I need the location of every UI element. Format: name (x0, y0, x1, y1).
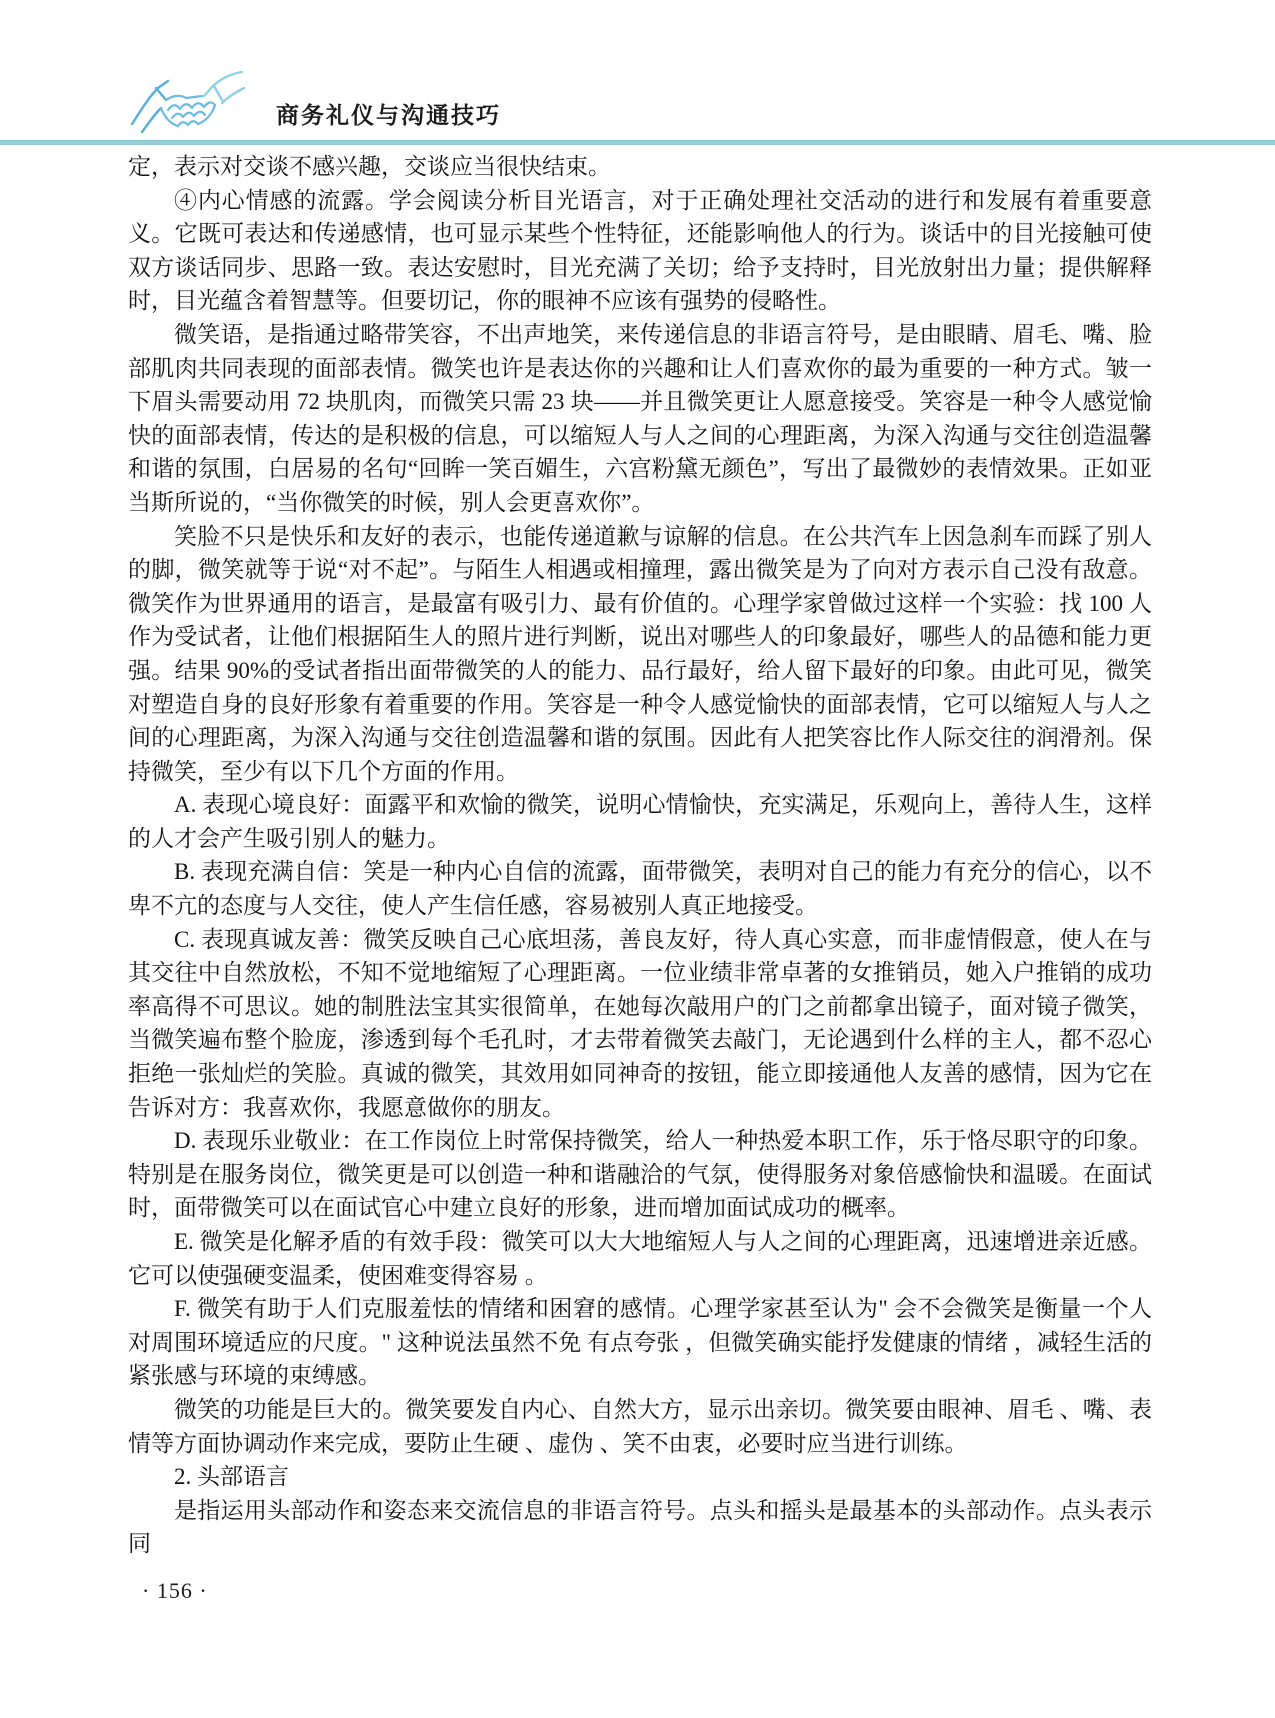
body-paragraph: ④内心情感的流露。学会阅读分析目光语言，对于正确处理社交活动的进行和发展有着重要意义。它既可表达和传递感情，也可显示某些个性特征，还能影响他人的行为。谈话中的目光接触可使双方谈话同步、思路一致。表达安慰时，目光充满了关切；给予支持时，目光放射出力量；提供解释时，目光蕴含着智慧等。但要切记，你的眼神不应该有强势的侵略性。 (128, 187, 1152, 314)
body-paragraph-e: E. 微笑是化解矛盾的有效手段：微笑可以大大地缩短人与人之间的心理距离，迅速增进亲近感。它可以使强硬变温柔，使困难变得容易 。 (128, 1229, 1152, 1288)
page-number: · 156 · (142, 1578, 208, 1603)
section-heading: 2. 头部语言 (174, 1464, 289, 1490)
body-paragraph-b: B. 表现充满自信：笑是一种内心自信的流露，面带微笑，表明对自己的能力有充分的信心，以不卑不亢的态度与人交往，使人产生信任感，容易被别人真正地接受。 (128, 859, 1152, 919)
body-text (128, 150, 1152, 1561)
body-paragraph: 微笑语，是指通过略带笑容，不出声地笑，来传递信息的非语言符号，是由眼睛、眉毛、嘴、脸部肌肉共同表现的面部表情。微笑也许是表达你的兴趣和让人们喜欢你的最为重要的一种方式。皱一下眉头需要动用 72 块肌肉，而微笑只需 23 块——并且微笑更让人愿意接受。笑容是一种令人感觉愉快的面部表情，传达的是积极的信息，可以缩短人与人之间的心理距离，为深入沟通与交往创造温馨和谐的氛围，白居易的名句“回眸一笑百媚生，六宫粉黛无颜色”，写出了最微妙的表情效果。正如亚当斯所说的，“当你微笑的时候，别人会更喜欢你”。 (128, 321, 1152, 515)
handshake-logo-icon (126, 66, 248, 138)
body-paragraph-f: F. 微笑有助于人们克服羞怯的情绪和困窘的感情。心理学家甚至认为" 会不会微笑是衡量一个人对周围环境适应的尺度。" 这种说法虽然不免 有点夸张 ，但微笑确实能抒发健康的情绪 ，减轻生活的紧张感与环境的束缚感。 (128, 1296, 1152, 1389)
page-header (126, 66, 501, 138)
body-paragraph: 微笑的功能是巨大的。微笑要发自内心、自然大方，显示出亲切。微笑要由眼神、眉毛 、嘴、表情等方面协调动作来完成，要防止生硬 、虚伪 、笑不由衷，必要时应当进行训练。 (128, 1396, 1152, 1456)
book-title: 商务礼仪与沟通技巧 (276, 101, 501, 128)
body-paragraph: 笑脸不只是快乐和友好的表示，也能传递道歉与谅解的信息。在公共汽车上因急刹车而踩了别人的脚，微笑就等于说“对不起”。与陌生人相遇或相撞理，露出微笑是为了向对方表示自己没有敌意。微笑作为世界通用的语言，是最富有吸引力、最有价值的。心理学家曾做过这样一个实验：找 100 人作为受试者，让他们根据陌生人的照片进行判断，说出对哪些人的印象最好，哪些人的品德和能力更强。结果 90%的受试者指出面带微笑的人的能力、品行最好，给人留下最好的印象。由此可见，微笑对塑造自身的良好形象有着重要的作用。笑容是一种令人感觉愉快的面部表情，它可以缩短人与人之间的心理距离，为深入沟通与交往创造温馨和谐的氛围。因此有人把笑容比作人际交往的润滑剂。保持微笑，至少有以下几个方面的作用。 (128, 523, 1152, 784)
header-divider (0, 140, 1275, 145)
body-paragraph: 是指运用头部动作和姿态来交流信息的非语言符号。点头和摇头是最基本的头部动作。点头表示同 (128, 1497, 1152, 1557)
body-paragraph: 定，表示对交谈不感兴趣，交谈应当很快结束。 (128, 154, 611, 179)
body-paragraph-c: C. 表现真诚友善：微笑反映自己心底坦荡，善良友好，待人真心实意，而非虚情假意，使人在与其交往中自然放松，不知不觉地缩短了心理距离。一位业绩非常卓著的女推销员，她入户推销的成功率高得不可思议。她的制胜法宝其实很简单，在她每次敲用户的门之前都拿出镜子，面对镜子微笑，当微笑遍布整个脸庞，渗透到每个毛孔时，才去带着微笑去敲门，无论遇到什么样的主人，都不忍心拒绝一张灿烂的笑脸。真诚的微笑，其效用如同神奇的按钮，能立即接通他人友善的感情，因为它在告诉对方：我喜欢你，我愿意做你的朋友。 (128, 926, 1152, 1120)
body-paragraph-d: D. 表现乐业敬业：在工作岗位上时常保持微笑，给人一种热爱本职工作，乐于恪尽职守的印象。特别是在服务岗位，微笑更是可以创造一种和谐融洽的气氛，使得服务对象倍感愉快和温暖。在面试时，面带微笑可以在面试官心中建立良好的形象，进而增加面试成功的概率。 (128, 1128, 1152, 1221)
body-paragraph-a: A. 表现心境良好：面露平和欢愉的微笑，说明心情愉快，充实满足，乐观向上，善待人生，这样的人才会产生吸引别人的魅力。 (128, 792, 1152, 851)
